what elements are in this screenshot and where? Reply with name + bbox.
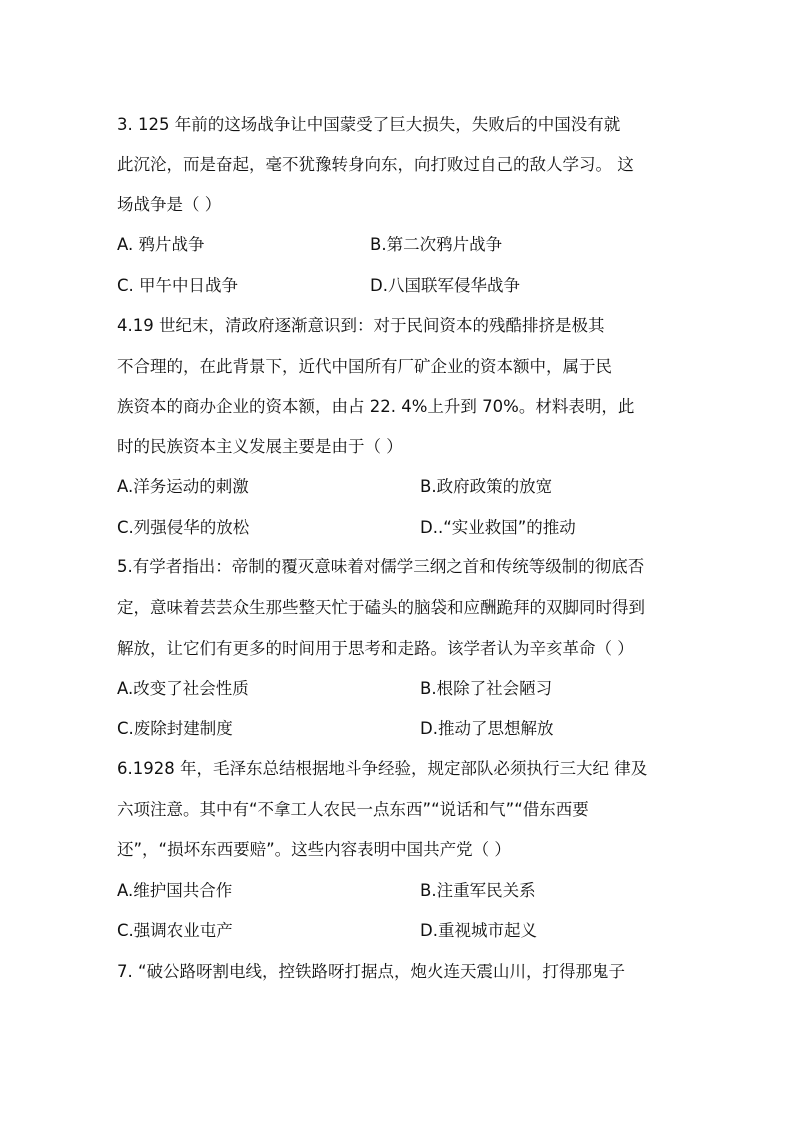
question-5-option-d: D.推动了思想解放 xyxy=(420,719,554,738)
question-6-option-c: C.强调农业屯产 xyxy=(117,921,233,940)
question-5-option-a: A.改变了社会性质 xyxy=(117,679,249,698)
question-4-option-d: D..“实业救国”的推动 xyxy=(420,518,576,537)
question-4-option-b: B.政府政策的放宽 xyxy=(420,477,553,496)
question-5-line-1: 5.有学者指出：帝制的覆灭意味着对儒学三纲之首和传统等级制的彻底否 xyxy=(117,557,645,576)
question-6-line-3: 还”，“损坏东西要赔”。这些内容表明中国共产党（ ） xyxy=(117,840,511,859)
question-3-line-3: 场战争是（ ） xyxy=(117,195,222,214)
question-3-option-a: A. 鸦片战争 xyxy=(117,235,205,254)
question-5-option-c: C.废除封建制度 xyxy=(117,719,233,738)
question-4-line-4: 时的民族资本主义发展主要是由于（ ） xyxy=(117,437,403,456)
question-6-option-b: B.注重军民关系 xyxy=(420,881,536,900)
question-3-line-2: 此沉沦，而是奋起，毫不犹豫转身向东，向打败过自己的敌人学习。 这 xyxy=(117,155,634,174)
question-6-option-d: D.重视城市起义 xyxy=(420,921,537,940)
question-4-line-1: 4.19 世纪末，清政府逐渐意识到：对于民间资本的残酷排挤是极其 xyxy=(117,316,605,335)
question-4-option-c: C.列强侵华的放松 xyxy=(117,518,250,537)
question-4-line-2: 不合理的，在此背景下，近代中国所有厂矿企业的资本额中，属于民 xyxy=(117,357,612,376)
question-5-line-3: 解放，让它们有更多的时间用于思考和走路。该学者认为辛亥革命（ ） xyxy=(117,639,634,658)
question-6-line-2: 六项注意。其中有“不拿工人农民一点东西”“说话和气”“借东西要 xyxy=(117,800,589,819)
question-3-option-d: D.八国联军侵华战争 xyxy=(370,276,520,295)
question-6-option-a: A.维护国共合作 xyxy=(117,881,233,900)
question-6-line-1: 6.1928 年，毛泽东总结根据地斗争经验，规定部队必须执行三大纪 律及 xyxy=(117,759,648,778)
question-5-option-b: B.根除了社会陋习 xyxy=(420,679,553,698)
question-4-option-a: A.洋务运动的刺激 xyxy=(117,477,249,496)
question-3-option-c: C. 甲午中日战争 xyxy=(117,276,239,295)
question-4-line-3: 族资本的商办企业的资本额，由占 22. 4%上升到 70%。材料表明，此 xyxy=(117,397,635,416)
question-3-line-1: 3. 125 年前的这场战争让中国蒙受了巨大损失，失败后的中国没有就 xyxy=(117,115,621,134)
question-3-option-b: B.第二次鸦片战争 xyxy=(370,235,503,254)
question-7-line-1: 7. “破公路呀割电线，控铁路呀打据点，炮火连天震山川，打得那鬼子 xyxy=(117,962,626,981)
question-5-line-2: 定，意味着芸芸众生那些整天忙于磕头的脑袋和应酬跪拜的双脚同时得到 xyxy=(117,598,645,617)
